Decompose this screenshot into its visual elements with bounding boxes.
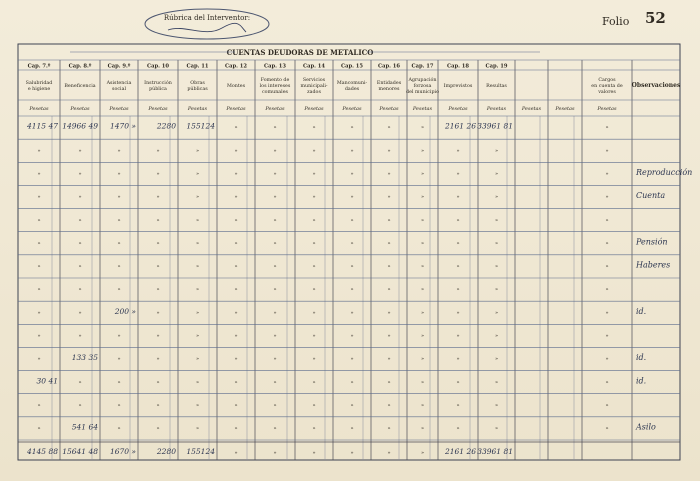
cell-value: » — [494, 356, 499, 363]
column-unit: Pesetas — [265, 106, 285, 112]
column-unit: Pesetas — [187, 106, 208, 112]
cell-value: » — [605, 333, 609, 340]
cell-value: » — [605, 147, 609, 154]
cell-value: » — [273, 286, 277, 293]
cell-value: » — [350, 147, 354, 154]
observation-text: id. — [636, 353, 647, 363]
observation-text: Pensión — [636, 237, 668, 247]
cell-value: » — [387, 217, 391, 224]
cell-value: » — [234, 171, 238, 178]
cell-value: » — [420, 450, 425, 456]
cell-value: » — [494, 333, 499, 340]
cell-value: » — [605, 217, 609, 224]
cell-value: » — [37, 402, 41, 409]
observation-text: Cuenta — [636, 191, 666, 201]
cell-value: » — [195, 309, 200, 316]
column-name: Imprevistos — [443, 84, 473, 89]
cell-value: » — [234, 240, 238, 247]
cell-value: » — [312, 309, 316, 316]
cell-value: » — [234, 263, 238, 270]
cell-value: » — [456, 333, 460, 340]
cell-value: » — [387, 309, 391, 316]
cell-value: » — [78, 171, 82, 178]
cell-value: » — [312, 450, 316, 456]
cell-value: » — [37, 147, 41, 154]
cell-value: » — [494, 194, 499, 201]
column-cap: Cap. 18 — [447, 63, 469, 70]
column-name: Fomento de — [260, 78, 290, 83]
column-name: públicas — [187, 87, 208, 92]
column-name: forzosa — [413, 84, 432, 89]
interventor-seal — [145, 9, 269, 39]
cell-value: » — [234, 379, 238, 386]
cell-value: » — [156, 217, 160, 224]
cell-value: » — [195, 194, 200, 201]
cell-value: » — [195, 240, 200, 247]
cell-value: » — [420, 217, 425, 224]
cell-value: » — [117, 425, 121, 432]
cell-value: » — [195, 286, 200, 293]
column-cap: Cap. 8.º — [68, 63, 92, 70]
column-name: Obras — [190, 81, 205, 86]
cell-value: » — [312, 194, 316, 201]
cell-value: » — [195, 263, 200, 270]
cell-value: » — [234, 333, 238, 340]
cell-value: » — [78, 309, 82, 316]
column-name: pública — [149, 87, 167, 92]
cell-value: » — [420, 124, 425, 131]
cell-value: » — [156, 263, 160, 270]
cell-value: » — [605, 263, 609, 270]
cell-value: » — [37, 263, 41, 270]
cell-value: » — [494, 286, 499, 293]
cell-value: » — [273, 147, 277, 154]
cell-value: » — [117, 402, 121, 409]
cell-value: » — [456, 263, 460, 270]
cell-value: » — [350, 124, 354, 131]
cell-value: » — [273, 240, 277, 247]
column-name: menores — [378, 87, 400, 92]
table-row — [37, 307, 646, 316]
table-grid — [18, 60, 680, 460]
cell-value: 4145 88 — [26, 447, 58, 456]
cell-value: » — [117, 333, 121, 340]
observation-text: Asilo — [636, 422, 656, 432]
cell-value: » — [420, 309, 425, 316]
cell-value: » — [273, 124, 277, 131]
cell-value: » — [350, 194, 354, 201]
column-cap: Cap. 11 — [186, 63, 209, 70]
column-unit: Pesetas — [29, 106, 49, 112]
column-name: valores — [598, 90, 616, 95]
cell-value: » — [387, 124, 391, 131]
column-unit: Pesetas — [412, 106, 433, 112]
cell-value: » — [456, 217, 460, 224]
cell-value: » — [456, 194, 460, 201]
cell-value: » — [117, 217, 121, 224]
cell-value: » — [350, 450, 354, 456]
cell-value: » — [387, 379, 391, 386]
column-name: Entidades — [376, 81, 402, 86]
cell-value: » — [387, 194, 391, 201]
cell-value: » — [117, 263, 121, 270]
cell-value: » — [117, 286, 121, 293]
cell-value: » — [156, 240, 160, 247]
cell-value: » — [312, 217, 316, 224]
totals-row — [26, 447, 513, 456]
cell-value: » — [456, 356, 460, 363]
cell-value: » — [456, 240, 460, 247]
column-unit: Pesetas — [342, 106, 362, 112]
table-row — [37, 287, 608, 293]
table-row — [37, 376, 647, 385]
cell-value: » — [605, 356, 609, 363]
cell-value: 1670 » — [109, 447, 136, 456]
column-name: Servicios — [302, 78, 326, 83]
table-row — [37, 402, 608, 408]
cell-value: » — [494, 309, 499, 316]
cell-value: » — [420, 379, 425, 386]
cell-value: » — [420, 425, 425, 432]
column-unit: Pesetas — [148, 106, 168, 112]
column-name: zados — [307, 90, 321, 95]
cell-value: » — [273, 379, 277, 386]
cell-value: » — [312, 425, 316, 432]
observation-text: Haberes — [636, 260, 671, 270]
folio-number: 52 — [645, 9, 666, 27]
column-name: Resultas — [486, 84, 507, 89]
cell-value: 33961 81 — [477, 121, 513, 131]
cell-value: 33961 81 — [477, 447, 513, 456]
cell-value: » — [350, 240, 354, 247]
column-cap: Cap. 17 — [411, 63, 434, 70]
cell-value: » — [494, 171, 499, 178]
cell-value: » — [156, 286, 160, 293]
table-row — [37, 191, 665, 200]
cell-value: » — [78, 333, 82, 340]
cell-value: » — [312, 379, 316, 386]
cell-value: » — [156, 147, 160, 154]
column-name: del municipio — [406, 90, 439, 95]
cell-value: » — [273, 356, 277, 363]
cell-value: » — [350, 379, 354, 386]
cell-value: » — [37, 333, 41, 340]
cell-value: » — [420, 194, 425, 201]
table-body — [26, 122, 692, 456]
cell-value: » — [37, 240, 41, 247]
column-unit: Pesetas — [109, 106, 129, 112]
cell-value: » — [234, 124, 238, 131]
cell-value: » — [234, 286, 238, 293]
cell-value: » — [117, 379, 121, 386]
cell-value: » — [312, 286, 316, 293]
signature-flourish — [168, 23, 246, 32]
column-name: dades — [344, 87, 360, 92]
cell-value: » — [605, 286, 609, 293]
cell-value: » — [312, 263, 316, 270]
cell-value: » — [234, 450, 238, 456]
cell-value: » — [156, 356, 160, 363]
cell-value: » — [312, 147, 316, 154]
table-row — [37, 261, 670, 270]
cell-value: » — [350, 309, 354, 316]
cell-value: » — [456, 171, 460, 178]
column-unit: Pesetas — [448, 106, 468, 112]
column-unit: Pesetas — [521, 106, 542, 112]
cell-value: » — [350, 217, 354, 224]
cell-value: 1470 » — [109, 121, 136, 131]
cell-value: » — [350, 263, 354, 270]
observation-text: id. — [636, 376, 647, 386]
column-cap: Cap. 19 — [485, 63, 508, 70]
column-name: social — [112, 87, 126, 92]
cell-value: » — [78, 147, 82, 154]
cell-value: » — [350, 402, 354, 409]
cell-value: » — [605, 425, 609, 432]
column-unit: Pesetas — [486, 106, 507, 112]
cell-value: » — [350, 356, 354, 363]
cell-value: » — [605, 240, 609, 247]
cell-value: » — [312, 402, 316, 409]
column-cap: Cap. 13 — [264, 63, 286, 70]
cell-value: » — [312, 124, 316, 131]
cell-value: » — [605, 309, 609, 316]
observation-text: Reproducción — [636, 168, 693, 178]
cell-value: » — [37, 356, 41, 363]
column-name: los intereses — [259, 84, 291, 89]
cell-value: » — [420, 263, 425, 270]
cell-value: » — [156, 425, 160, 432]
column-name: Beneficencia — [64, 84, 96, 89]
cell-value: » — [605, 171, 609, 178]
cell-value: » — [195, 217, 200, 224]
column-name: Mancomuni- — [336, 81, 368, 86]
cell-value: » — [387, 356, 391, 363]
cell-value: » — [156, 333, 160, 340]
column-name: Montes — [226, 84, 246, 89]
cell-value: » — [494, 425, 499, 432]
cell-value: » — [456, 379, 460, 386]
column-name: e higiene — [27, 87, 51, 92]
cell-value: » — [37, 194, 41, 201]
cell-value: » — [605, 402, 609, 409]
cell-value: » — [37, 309, 41, 316]
cell-value: » — [78, 217, 82, 224]
cell-value: » — [195, 402, 200, 409]
cell-value: » — [117, 194, 121, 201]
cell-value: 155124 — [186, 121, 215, 131]
column-name: municipali- — [300, 84, 328, 89]
cell-value: » — [420, 171, 425, 178]
cell-value: » — [37, 425, 41, 432]
cell-value: 200 » — [114, 306, 136, 316]
cell-value: » — [420, 333, 425, 340]
column-name: Agrupación — [408, 78, 437, 83]
cell-value: » — [387, 286, 391, 293]
cell-value: » — [195, 425, 200, 432]
table-row — [37, 353, 646, 362]
cell-value: » — [156, 171, 160, 178]
cell-value: 2161 26 — [444, 447, 476, 456]
cell-value: » — [494, 217, 499, 224]
column-unit: Pesetas — [555, 106, 575, 112]
cell-value: » — [78, 286, 82, 293]
cell-value: » — [156, 309, 160, 316]
cell-value: » — [195, 333, 200, 340]
table-row — [37, 217, 608, 223]
cell-value: » — [234, 194, 238, 201]
cell-value: » — [605, 379, 609, 386]
cell-value: » — [494, 263, 499, 270]
cell-value: » — [387, 263, 391, 270]
cell-value: » — [420, 240, 425, 247]
cell-value: » — [273, 171, 277, 178]
cell-value: » — [420, 402, 425, 409]
cell-value: » — [456, 402, 460, 409]
cell-value: » — [117, 240, 121, 247]
cell-value: » — [273, 402, 277, 409]
cell-value: » — [37, 286, 41, 293]
cell-value: » — [273, 333, 277, 340]
table-row — [37, 333, 608, 339]
cell-value: » — [420, 147, 425, 154]
cell-value: » — [234, 425, 238, 432]
cell-value: » — [494, 240, 499, 247]
cell-value: 2280 — [156, 121, 176, 131]
cell-value: 4115 47 — [26, 121, 58, 131]
column-name: en cuenta de — [591, 84, 623, 89]
cell-value: » — [117, 356, 121, 363]
cell-value: » — [350, 286, 354, 293]
column-cap: Cap. 9.º — [107, 63, 131, 70]
cell-value: » — [387, 171, 391, 178]
cell-value: » — [234, 402, 238, 409]
cell-value: » — [195, 171, 200, 178]
cell-value: » — [78, 240, 82, 247]
cell-value: » — [234, 356, 238, 363]
column-unit: Pesetas — [379, 106, 399, 112]
cell-value: » — [195, 147, 200, 154]
column-name: Instrucción — [144, 81, 172, 86]
observation-text: id. — [636, 306, 647, 316]
cell-value: 155124 — [186, 447, 215, 456]
cell-value: » — [387, 240, 391, 247]
column-name: Cargos — [598, 78, 616, 83]
cell-value: » — [117, 171, 121, 178]
cell-value: » — [195, 379, 200, 386]
cell-value: » — [387, 425, 391, 432]
cell-value: » — [273, 194, 277, 201]
cell-value: » — [78, 379, 82, 386]
column-cap: Cap. 16 — [378, 63, 400, 70]
cell-value: 15641 48 — [62, 447, 98, 456]
seal-text: Rúbrica del Interventor: — [163, 14, 251, 22]
cell-value: » — [37, 171, 41, 178]
cell-value: » — [78, 263, 82, 270]
column-cap: Cap. 12 — [225, 63, 247, 70]
cell-value: » — [456, 425, 460, 432]
cell-value: » — [494, 402, 499, 409]
cell-value: » — [387, 402, 391, 409]
cell-value: » — [234, 217, 238, 224]
table-row — [37, 168, 692, 177]
table-row — [26, 122, 609, 131]
cell-value: 541 64 — [71, 422, 98, 432]
cell-value: 2161 26 — [444, 121, 476, 131]
cell-value: » — [78, 402, 82, 409]
cell-value: » — [312, 171, 316, 178]
column-name: Salubridad — [25, 81, 53, 86]
table-row — [37, 148, 608, 154]
cell-value: » — [273, 217, 277, 224]
cell-value: » — [605, 194, 609, 201]
column-unit: Pesetas — [597, 106, 617, 112]
cell-value: » — [350, 333, 354, 340]
column-cap: Cap. 15 — [341, 63, 363, 70]
cell-value: » — [456, 286, 460, 293]
column-unit: Pesetas — [226, 106, 246, 112]
cell-value: 133 35 — [71, 353, 98, 363]
cell-value: » — [273, 450, 277, 456]
cell-value: » — [494, 147, 499, 154]
cell-value: » — [387, 333, 391, 340]
cell-value: » — [387, 450, 391, 456]
cell-value: » — [156, 402, 160, 409]
cell-value: » — [312, 333, 316, 340]
column-cap: Cap. 14 — [303, 63, 325, 70]
column-cap: Cap. 7.º — [27, 63, 51, 70]
cell-value: » — [456, 309, 460, 316]
cell-value: » — [456, 147, 460, 154]
cell-value: » — [273, 425, 277, 432]
column-cap: Cap. 10 — [147, 63, 169, 70]
cell-value: » — [494, 379, 499, 386]
cell-value: » — [312, 240, 316, 247]
column-headers — [26, 64, 681, 113]
cell-value: 2280 — [156, 447, 176, 456]
cell-value: » — [156, 194, 160, 201]
cell-value: » — [387, 147, 391, 154]
column-name: comunales — [262, 90, 288, 95]
cell-value: » — [312, 356, 316, 363]
cell-value: » — [156, 379, 160, 386]
column-name: Asistencia — [106, 81, 132, 86]
cell-value: » — [195, 356, 200, 363]
cell-value: » — [420, 286, 425, 293]
section-title: CUENTAS DEUDORAS DE METALICO — [226, 48, 374, 57]
cell-value: » — [350, 425, 354, 432]
cell-value: » — [273, 309, 277, 316]
column-unit: Pesetas — [70, 106, 90, 112]
cell-value: » — [273, 263, 277, 270]
cell-value: » — [605, 124, 609, 131]
cell-value: » — [78, 194, 82, 201]
cell-value: » — [234, 309, 238, 316]
cell-value: » — [117, 147, 121, 154]
cell-value: 14966 49 — [62, 121, 98, 131]
cell-value: » — [234, 147, 238, 154]
folio-label: Folio — [602, 15, 630, 28]
column-name: Observaciones — [631, 82, 681, 89]
cell-value: 30 41 — [36, 376, 58, 386]
cell-value: » — [350, 171, 354, 178]
cell-value: » — [37, 217, 41, 224]
table-row — [37, 237, 667, 246]
column-unit: Pesetas — [304, 106, 324, 112]
cell-value: » — [420, 356, 425, 363]
